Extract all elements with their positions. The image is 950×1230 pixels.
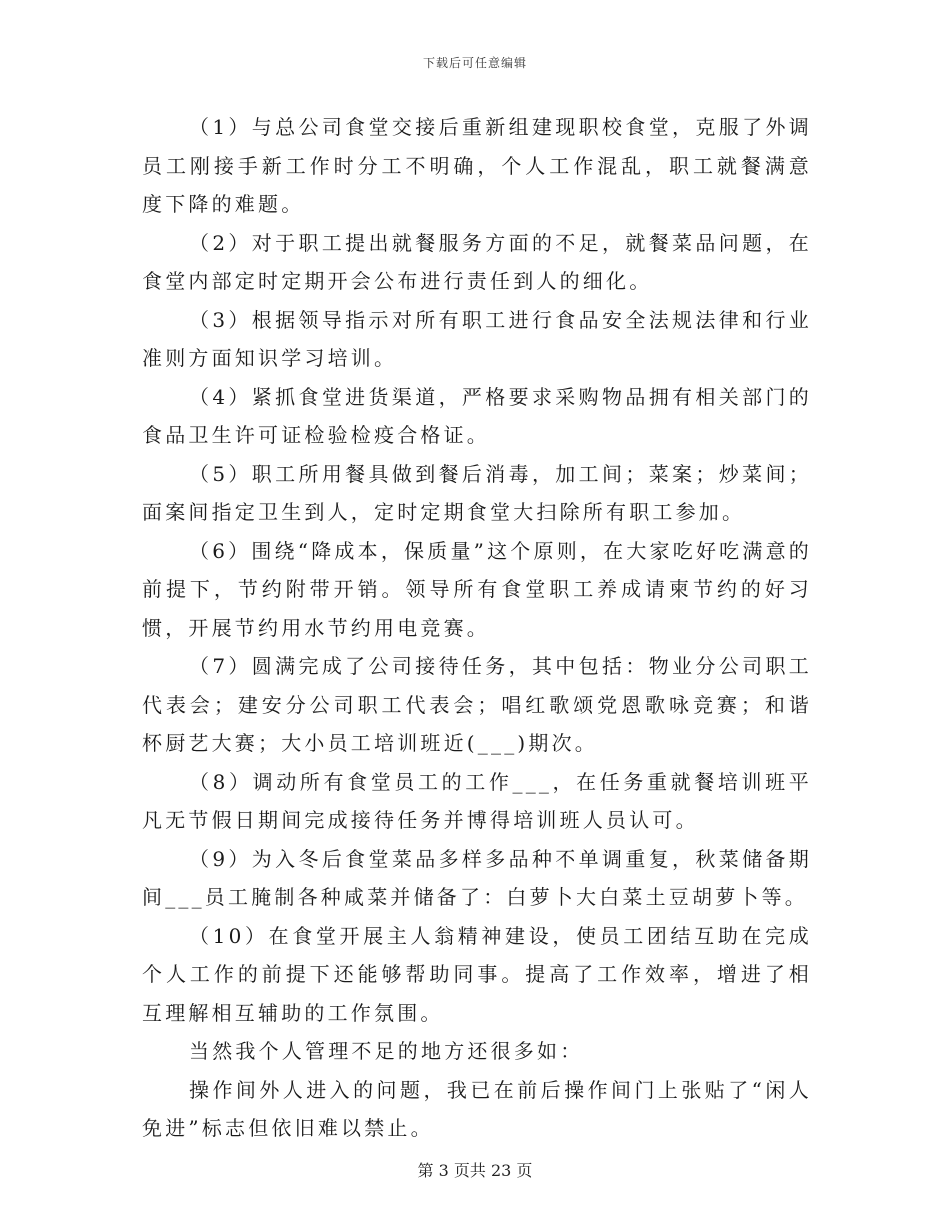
paragraph-9: （9）为入冬后食堂菜品多样多品种不单调重复，秋菜储备期间___员工腌制各种咸菜并储备了：白萝卜大白菜土豆胡萝卜等。	[142, 846, 812, 909]
paragraph-12: 操作间外人进入的问题，我已在前后操作间门上张贴了“闲人免进”标志但依旧难以禁止。	[142, 1077, 812, 1140]
page-footer: 第 3 页共 23 页	[417, 1161, 533, 1180]
page-header: 下载后可任意编辑	[422, 56, 527, 70]
paragraph-8: （8）调动所有食堂员工的工作___，在任务重就餐培训班平凡无节假日期间完成接待任务并博得培训班人员认可。	[142, 769, 812, 832]
paragraph-1: （1）与总公司食堂交接后重新组建现职校食堂，克服了外调员工刚接手新工作时分工不明确，个人工作混乱，职工就餐满意度下降的难题。	[142, 115, 812, 216]
paragraph-6: （6）围绕“降成本，保质量”这个原则，在大家吃好吃满意的前提下，节约附带开销。领导所有食堂职工养成请柬节约的好习惯，开展节约用水节约用电竞赛。	[142, 538, 812, 640]
paragraph-10: （10）在食堂开展主人翁精神建设，使员工团结互助在完成个人工作的前提下还能够帮助同事。提高了工作效率，增进了相互理解相互辅助的工作氛围。	[142, 923, 812, 1025]
paragraph-4: （4）紧抓食堂进货渠道，严格要求采购物品拥有相关部门的食品卫生许可证检验检疫合格证。	[142, 384, 812, 447]
paragraph-11: 当然我个人管理不足的地方还很多如：	[189, 1039, 584, 1063]
paragraph-7: （7）圆满完成了公司接待任务，其中包括：物业分公司职工代表会；建安分公司职工代表会；唱红歌颂党恩歌咏竞赛；和谐杯厨艺大赛；大小员工培训班近(___)期次。	[142, 654, 812, 755]
paragraph-5: （5）职工所用餐具做到餐后消毒，加工间；菜案；炒菜间；面案间指定卫生到人，定时定期食堂大扫除所有职工参加。	[142, 461, 812, 524]
paragraph-3: （3）根据领导指示对所有职工进行食品安全法规法律和行业准则方面知识学习培训。	[142, 307, 812, 370]
document-body	[142, 108, 812, 1148]
paragraph-2: （2）对于职工提出就餐服务方面的不足，就餐菜品问题，在食堂内部定时定期开会公布进行责任到人的细化。	[142, 230, 812, 293]
